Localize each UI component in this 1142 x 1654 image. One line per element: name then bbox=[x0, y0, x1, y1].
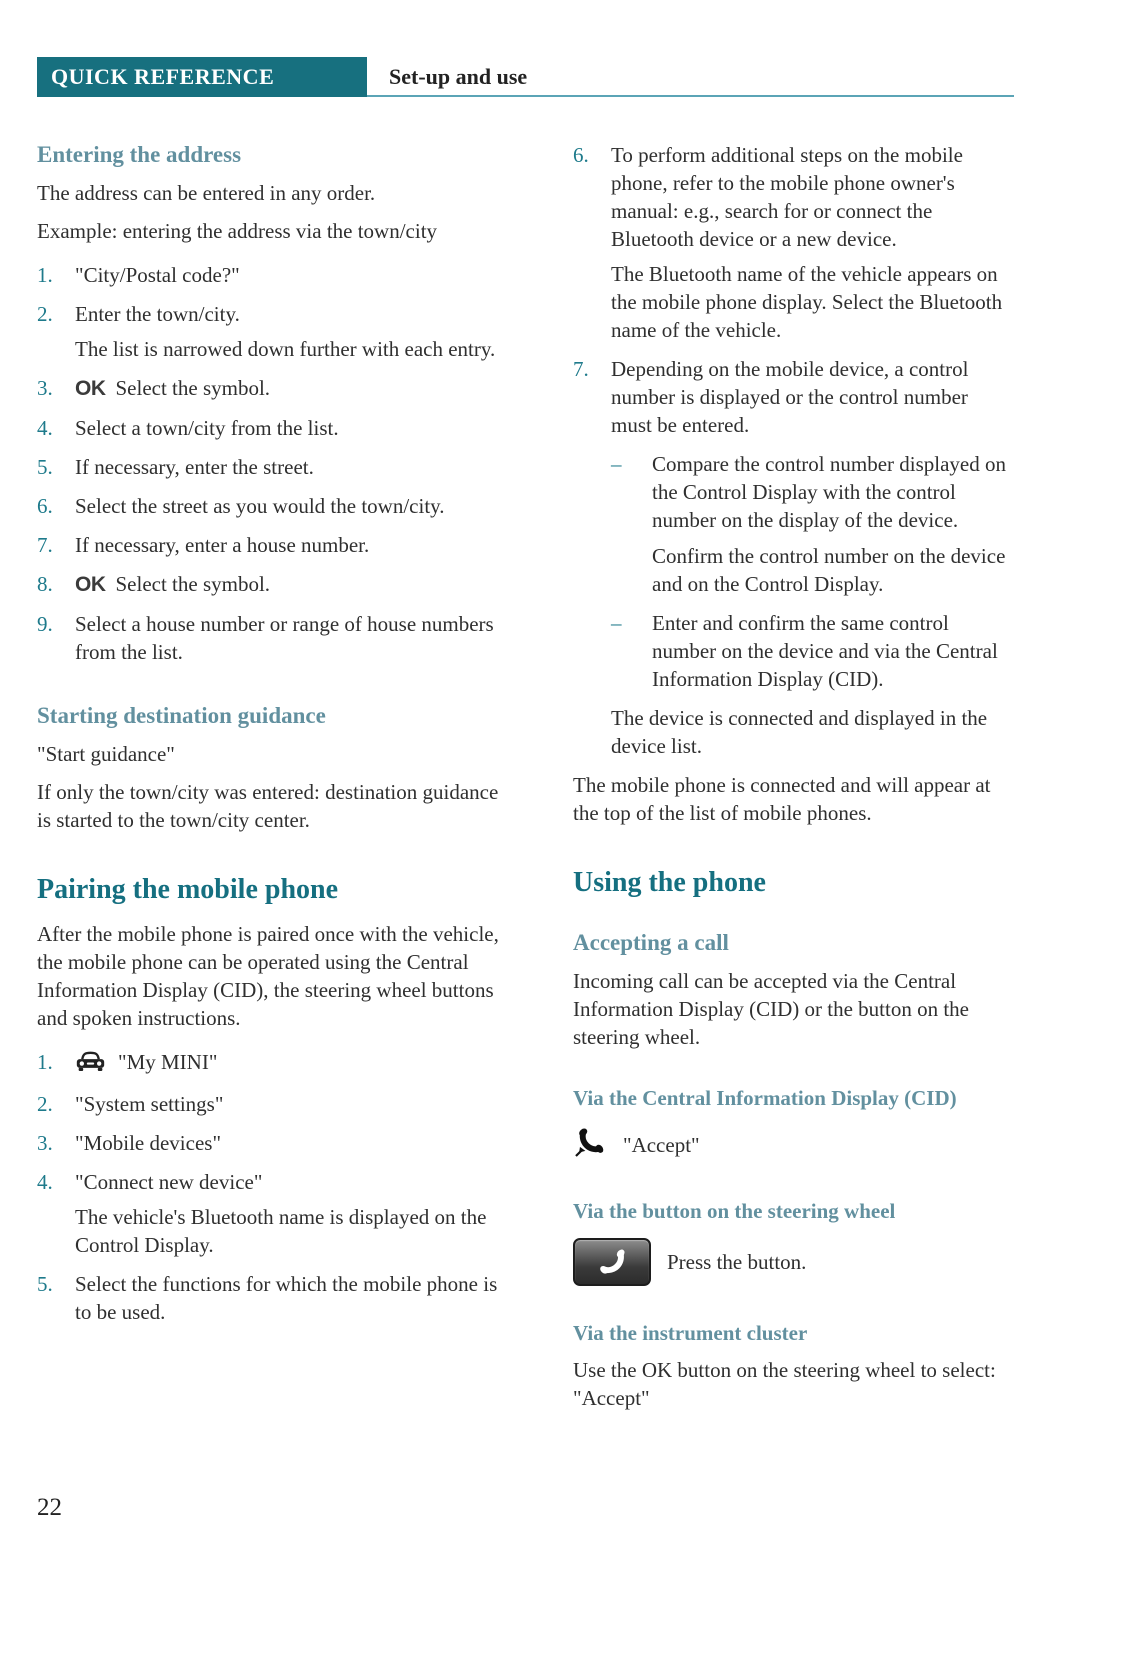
paragraph: "Start guidance" bbox=[37, 742, 175, 766]
heading-entering-address: Entering the address bbox=[37, 142, 242, 167]
list-item bbox=[573, 141, 1010, 344]
car-front-icon bbox=[75, 1050, 106, 1079]
list-item bbox=[37, 531, 505, 559]
step-number: 2. bbox=[37, 302, 53, 326]
step-number: 5. bbox=[37, 1272, 53, 1296]
step-text: Select the symbol. bbox=[115, 376, 271, 400]
list-item bbox=[573, 355, 1010, 760]
step-text: Enter the town/city. bbox=[75, 302, 240, 326]
paragraph: Example: entering the address via the town/city bbox=[37, 219, 438, 243]
paragraph: After the mobile phone is paired once with the vehicle, the mobile phone can be operated using the Central Information Display (CID), the steering wheel buttons and spoken instructions. bbox=[37, 922, 499, 1030]
step-number: 1. bbox=[37, 263, 53, 287]
left-column bbox=[37, 141, 505, 1412]
step-subtext: The vehicle's Bluetooth name is displayed on the Control Display. bbox=[75, 1205, 487, 1257]
step-subtext: The device is connected and displayed in the device list. bbox=[611, 706, 988, 758]
step-number: 6. bbox=[573, 143, 589, 167]
step-text: If necessary, enter the street. bbox=[75, 455, 314, 479]
list-item bbox=[37, 1129, 505, 1157]
step-text: Select the street as you would the town/city. bbox=[75, 494, 445, 518]
step-number: 2. bbox=[37, 1092, 53, 1116]
address-steps-list bbox=[37, 261, 505, 666]
step-text: Select a house number or range of house numbers from the list. bbox=[75, 612, 494, 664]
step-text: "My MINI" bbox=[118, 1050, 218, 1074]
right-column bbox=[573, 141, 1010, 1412]
step-number: 9. bbox=[37, 612, 53, 636]
two-column-layout bbox=[37, 141, 1012, 1412]
step-text: "City/Postal code?" bbox=[75, 263, 240, 287]
heading-accepting-call: Accepting a call bbox=[573, 930, 729, 955]
step-text: "Mobile devices" bbox=[75, 1131, 222, 1155]
step-number: 7. bbox=[573, 357, 589, 381]
accept-call-icon bbox=[573, 1125, 607, 1164]
heading-pairing-phone: Pairing the mobile phone bbox=[37, 874, 339, 905]
step-text: "Connect new device" bbox=[75, 1170, 263, 1194]
pairing-steps-continued bbox=[573, 141, 1010, 760]
step-subtext: The list is narrowed down further with each entry. bbox=[75, 337, 496, 361]
list-item bbox=[37, 300, 505, 363]
dash-text: Enter and confirm the same control number on the device and via the Central Information Display (CID). bbox=[652, 611, 998, 691]
chapter-badge: QUICK REFERENCE bbox=[37, 57, 367, 97]
heading-via-steering-wheel: Via the button on the steering wheel bbox=[573, 1199, 896, 1223]
step-text: If necessary, enter a house number. bbox=[75, 533, 370, 557]
step-number: 6. bbox=[37, 494, 53, 518]
step-number: 8. bbox=[37, 572, 53, 596]
list-item bbox=[37, 453, 505, 481]
step-number: 4. bbox=[37, 1170, 53, 1194]
step-text: Select the symbol. bbox=[115, 572, 271, 596]
list-item bbox=[37, 1168, 505, 1259]
step-text: Depending on the mobile device, a control number is displayed or the control number must be entered. bbox=[611, 357, 969, 437]
heading-starting-guidance: Starting destination guidance bbox=[37, 703, 326, 728]
list-item bbox=[37, 414, 505, 442]
pairing-steps-list bbox=[37, 1048, 505, 1326]
paragraph: The address can be entered in any order. bbox=[37, 181, 376, 205]
list-item bbox=[37, 1090, 505, 1118]
step-number: 3. bbox=[37, 376, 53, 400]
dash-text: Confirm the control number on the device and on the Control Display. bbox=[652, 544, 1006, 596]
paragraph: The mobile phone is connected and will appear at the top of the list of mobile phones. bbox=[573, 773, 991, 825]
paragraph: Incoming call can be accepted via the Central Information Display (CID) or the button on the steering wheel. bbox=[573, 969, 970, 1049]
step-text: Select a town/city from the list. bbox=[75, 416, 339, 440]
step-text: "System settings" bbox=[75, 1092, 224, 1116]
heading-via-cid: Via the Central Information Display (CID) bbox=[573, 1086, 957, 1110]
list-item bbox=[37, 492, 505, 520]
list-item bbox=[37, 1048, 505, 1079]
cid-accept-label: "Accept" bbox=[623, 1132, 700, 1157]
step-number: 1. bbox=[37, 1050, 53, 1074]
paragraph: If only the town/city was entered: destination guidance is started to the town/city center. bbox=[37, 780, 499, 832]
step-number: 5. bbox=[37, 455, 53, 479]
list-item bbox=[37, 261, 505, 289]
dash-marker: – bbox=[611, 452, 622, 476]
dash-text: Compare the control number displayed on the Control Display with the control number on the display of the device. bbox=[652, 452, 1006, 532]
dash-list-item bbox=[611, 450, 1010, 598]
cid-accept-row bbox=[573, 1125, 1010, 1164]
paragraph: Use the OK button on the steering wheel to select: "Accept" bbox=[573, 1358, 996, 1410]
ok-symbol-icon: OK bbox=[75, 377, 106, 400]
wheel-button-row bbox=[573, 1238, 1010, 1286]
list-item bbox=[37, 570, 505, 599]
phone-button-icon bbox=[573, 1238, 651, 1286]
running-section-title: Set-up and use bbox=[389, 64, 528, 89]
list-item bbox=[37, 374, 505, 403]
step-subtext: The Bluetooth name of the vehicle appears on the mobile phone display. Select the Bluetooth name of the vehicle. bbox=[611, 262, 1003, 342]
dash-marker: – bbox=[611, 611, 622, 635]
dash-list-item bbox=[611, 609, 1010, 693]
page-number: 22 bbox=[37, 1494, 62, 1521]
ok-symbol-icon: OK bbox=[75, 573, 106, 596]
step-text: To perform additional steps on the mobile phone, refer to the mobile phone owner's manual: e.g., search for or connect the Bluetooth device or a new device. bbox=[611, 143, 963, 251]
step-number: 4. bbox=[37, 416, 53, 440]
step-number: 3. bbox=[37, 1131, 53, 1155]
list-item bbox=[37, 1270, 505, 1326]
heading-using-phone: Using the phone bbox=[573, 867, 766, 898]
heading-via-instrument-cluster: Via the instrument cluster bbox=[573, 1321, 808, 1345]
wheel-button-label: Press the button. bbox=[667, 1250, 807, 1274]
list-item bbox=[37, 610, 505, 666]
page-header bbox=[37, 57, 1012, 97]
step-text: Select the functions for which the mobile phone is to be used. bbox=[75, 1272, 498, 1324]
step-number: 7. bbox=[37, 533, 53, 557]
